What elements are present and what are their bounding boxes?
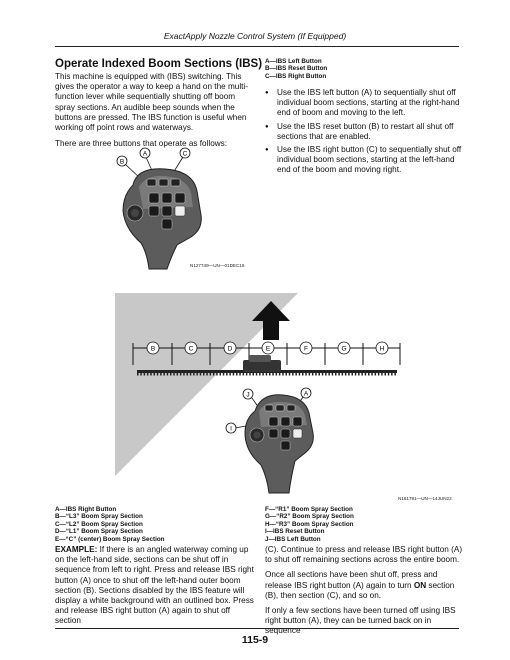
example-paragraph: [55, 545, 255, 627]
callout-letter: I: [230, 425, 232, 433]
figure1-caption: N127749—UN—01DEC16: [190, 263, 245, 268]
figure2-caption: N161791—UN—14JUN22: [398, 496, 452, 501]
legend-item: A—IBS Left Button: [265, 58, 322, 65]
legend-item: F—“R1” Boom Spray Section: [265, 506, 353, 513]
legend-item: E—“C” (center) Boom Spray Section: [55, 535, 165, 543]
example-label: EXAMPLE:: [55, 545, 98, 554]
bottom-legend-right: [265, 506, 354, 543]
bullet-item: ● Use the IBS left button (A) to sequentially shut off individual boom sections, starting at the right-hand end of boom and moving to the left.: [265, 88, 465, 119]
callout-letter: B: [119, 158, 125, 166]
on-emphasis: ON: [413, 580, 427, 590]
running-header: ExactApply Nozzle Control System (If Equipped): [163, 31, 347, 41]
callout-letter: C: [182, 150, 188, 158]
legend-item: H—“R3” Boom Spray Section: [265, 520, 354, 528]
three-buttons-line: There are three buttons that operate as follows:: [55, 139, 228, 149]
section-label: F: [304, 345, 308, 353]
intro-paragraph: This machine is equipped with (IBS) switching. This gives the operator a way to keep a hand on the multi-function lever while sequentially shutting off boom spray sections. An audible beep sounds when the buttons are pressed. The IBS function is useful when working off point rows and waterways.: [55, 72, 248, 133]
legend-item: B—“L3” Boom Spray Section: [55, 513, 143, 521]
boom-figure: [115, 293, 415, 495]
bottom-legend-left: [55, 506, 165, 543]
footer-rule: [55, 628, 459, 629]
page-number: 115-9: [241, 634, 269, 646]
section-label: D: [227, 345, 233, 353]
legend-item: C—IBS Right Button: [265, 72, 327, 80]
section-title: Operate Indexed Boom Sections (IBS): [55, 58, 263, 70]
legend-item: D—“L1” Boom Spray Section: [55, 528, 143, 536]
bullet-block: [265, 88, 465, 179]
header-rule: [55, 46, 459, 47]
section-label: E: [265, 345, 271, 353]
right-column-text: [265, 545, 465, 637]
legend-item: I—IBS Reset Button: [265, 528, 325, 536]
bullet-item: ● Use the IBS reset button (B) to restart all shut off sections that are enabled.: [265, 122, 465, 142]
section-label: C: [188, 345, 194, 353]
example-text: If there is an angled waterway coming up on the left-hand side, sections can be shut off in sequence from left to right. Press and release IBS right button (A) once to shut off the left-hand outer boom section (B). Sections disabled by the IBS feature will display a white background with an outlined box. Press and release IBS right button (A) again to shut off section: [55, 545, 254, 626]
callout-letter: A: [303, 390, 309, 398]
section-label: B: [150, 345, 156, 353]
callout-letter: A: [142, 150, 148, 158]
bullet-item: ● Use the IBS right button (C) to sequentially shut off individual boom sections, starting at the left-hand end of the boom and moving right.: [265, 145, 465, 176]
legend-item: G—“R2” Boom Spray Section: [265, 513, 354, 521]
legend-item: A—IBS Right Button: [55, 506, 117, 513]
paragraph: If only a few sections have been turned off using IBS right button (A), they can be turned back on in sequence: [265, 606, 456, 636]
paragraph: (C). Continue to press and release IBS right button (A) to shut off remaining sections across the entire boom.: [265, 545, 463, 565]
legend-item: C—“L2” Boom Spray Section: [55, 520, 143, 528]
legend-item: B—IBS Reset Button: [265, 65, 328, 73]
section-label: G: [341, 345, 347, 353]
section-label: H: [379, 345, 385, 353]
top-legend: [265, 58, 327, 80]
callout-letter: J: [246, 391, 250, 399]
legend-item: J—IBS Left Button: [265, 535, 321, 543]
intro-text-block: [55, 72, 255, 149]
lever-figure-1: [105, 145, 215, 270]
paragraph: Once all sections have been shut off, press and release IBS right button (A) again to turn ON section (B), then section (C), and so on.: [265, 570, 455, 600]
